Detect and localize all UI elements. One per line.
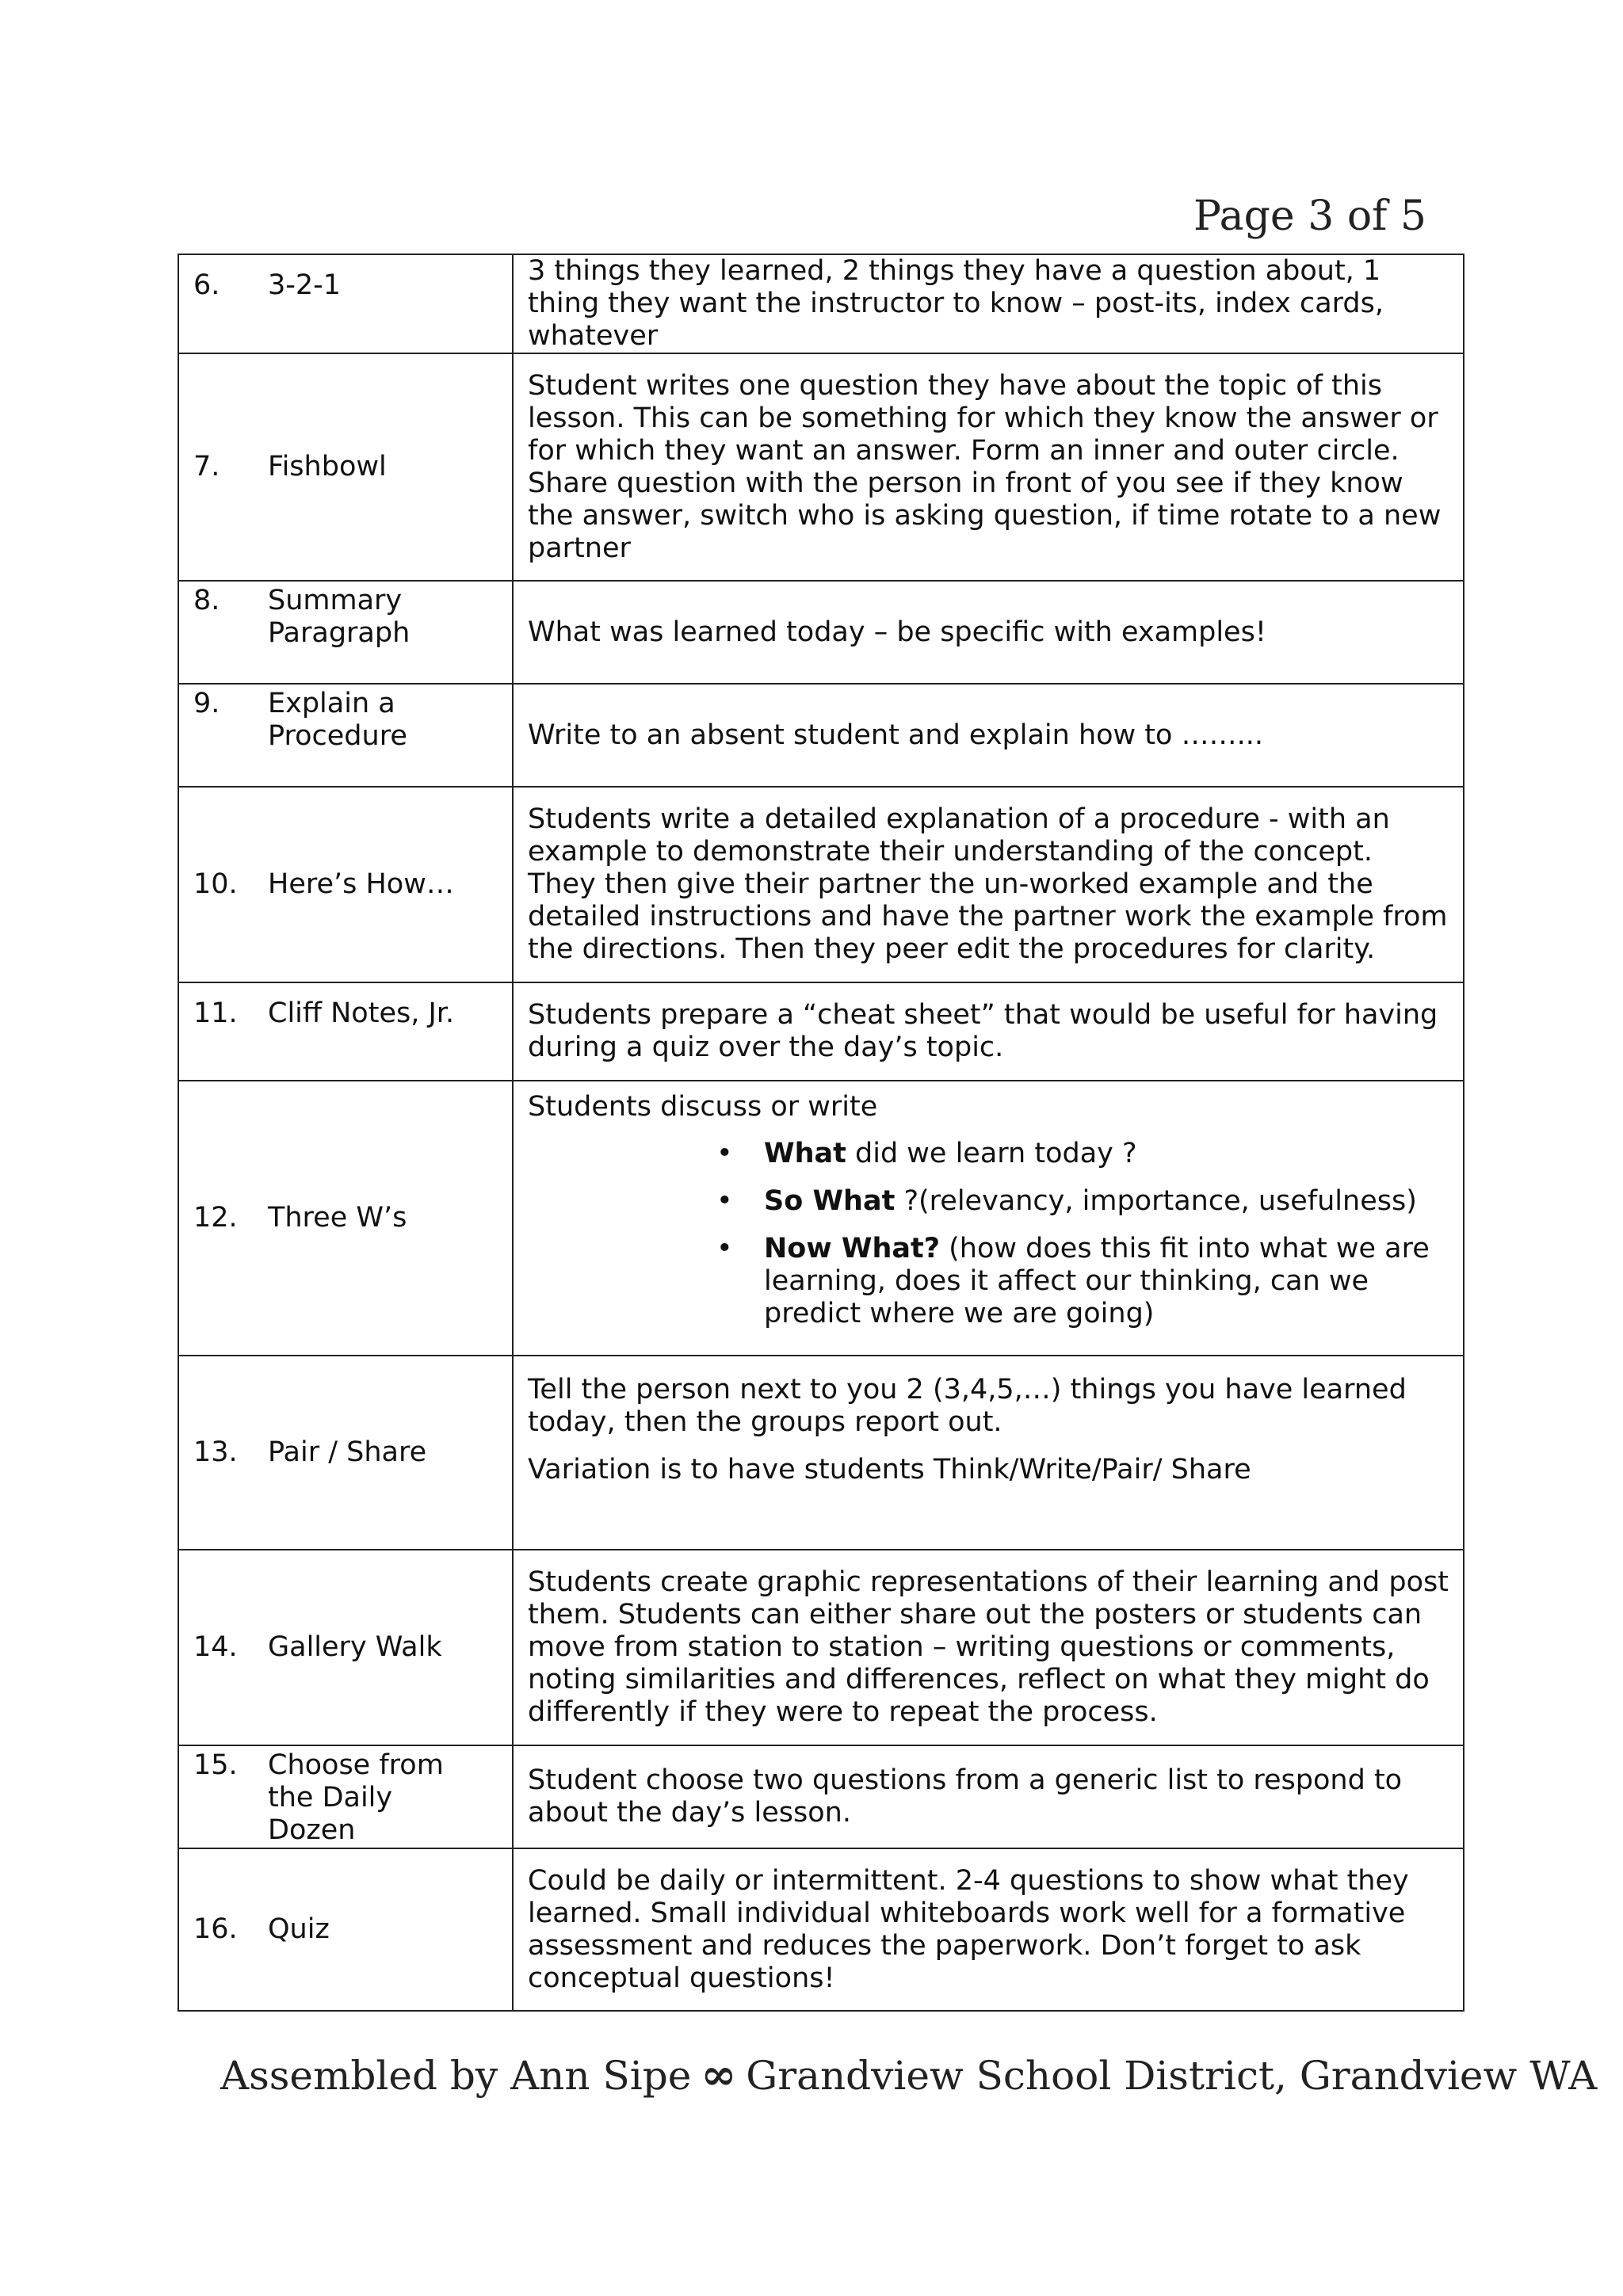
bullet-bold: So What (764, 1185, 896, 1217)
table-row (178, 1745, 1464, 1848)
item-description: Write to an absent student and explain how to ……... (513, 684, 1464, 787)
footer (220, 2049, 1597, 2100)
pair-share-variation: Variation is to have students Think/Write/Pair/ Share (528, 1454, 1251, 1486)
three-ws-list (528, 1138, 1449, 1330)
item-name: Choose from the Daily Dozen (268, 1749, 444, 1846)
list-item (716, 1185, 1449, 1218)
item-number: 11. (193, 997, 238, 1029)
table-row (178, 1356, 1464, 1550)
item-number: 6. (193, 269, 220, 301)
item-name: Here’s How… (268, 868, 454, 900)
strategies-table (178, 254, 1465, 2012)
table-row (178, 982, 1464, 1081)
footer-district: Grandview School District, Grandview WA (746, 2053, 1598, 2099)
item-cell (178, 1550, 513, 1745)
item-cell (178, 787, 513, 982)
infinity-icon: ∞ (701, 2049, 737, 2100)
item-description: What was learned today – be specific with examples! (513, 581, 1464, 684)
item-name: Gallery Walk (268, 1631, 442, 1663)
item-description: Student choose two questions from a generic list to respond to about the day’s lesson. (513, 1745, 1464, 1848)
item-cell (178, 254, 513, 353)
bullet-text: ?(relevancy, importance, usefulness) (895, 1185, 1417, 1217)
table-row (178, 684, 1464, 787)
item-number: 14. (193, 1631, 238, 1663)
table-row (178, 353, 1464, 581)
pair-share-text: Tell the person next to you 2 (3,4,5,…) things you have learned today, then the groups report out. (528, 1374, 1407, 1438)
item-name: Three W’s (268, 1202, 407, 1234)
item-cell (178, 684, 513, 787)
list-item (716, 1138, 1449, 1170)
item-number: 7. (193, 451, 220, 482)
item-number: 15. (193, 1749, 238, 1781)
item-cell (178, 1081, 513, 1356)
table-row (178, 1081, 1464, 1356)
item-description (513, 1081, 1464, 1356)
item-name: Fishbowl (268, 451, 387, 482)
item-description: Students write a detailed explanation of a procedure - with an example to demonstrate their understanding of the concept. They then give their partner the un-worked example and the detailed instructions and have the partner work the example from the directions. Then they peer edit the procedures for clarity. (513, 787, 1464, 982)
item-number: 9. (193, 688, 220, 719)
table-row (178, 787, 1464, 982)
item-number: 12. (193, 1202, 238, 1234)
three-ws-intro: Students discuss or write (528, 1091, 878, 1123)
item-cell (178, 1848, 513, 2011)
item-cell (178, 353, 513, 581)
footer-author: Assembled by Ann Sipe (220, 2053, 692, 2099)
item-description: Student writes one question they have about the topic of this lesson. This can be something for which they know the answer or for which they want an answer. Form an inner and outer circle. Share question with the person in front of you see if they know the answer, switch who is asking question, if time rotate to a new partner (513, 353, 1464, 581)
page-number: Page 3 of 5 (1193, 193, 1426, 240)
item-description: Students create graphic representations of their learning and post them. Students can either share out the posters or students can move from station to station – writing questions or comments, noting similarities and differences, reflect on what they might do differently if they were to repeat the process. (513, 1550, 1464, 1745)
list-item (716, 1233, 1449, 1330)
table-row (178, 1848, 1464, 2011)
item-name: Quiz (268, 1913, 330, 1945)
item-name: Cliff Notes, Jr. (268, 997, 455, 1029)
bullet-bold: Now What? (764, 1233, 941, 1264)
table-row (178, 254, 1464, 353)
bullet-bold: What (764, 1138, 846, 1169)
item-description: 3 things they learned, 2 things they have a question about, 1 thing they want the instructor to know – post-its, index cards, whatever (513, 254, 1464, 353)
bullet-text: did we learn today ? (846, 1138, 1137, 1169)
item-name: Pair / Share (268, 1436, 427, 1468)
item-name: Summary Paragraph (268, 585, 411, 649)
item-name: Explain a Procedure (268, 688, 407, 752)
item-number: 16. (193, 1913, 238, 1945)
item-number: 13. (193, 1436, 238, 1468)
item-cell (178, 1745, 513, 1848)
item-cell (178, 581, 513, 684)
table-row (178, 1550, 1464, 1745)
item-description (513, 1356, 1464, 1550)
bullet-text: (how does this fit into what we are learning, does it affect our thinking, can we predict where we are going) (764, 1233, 1430, 1329)
item-cell (178, 1356, 513, 1550)
item-name: 3-2-1 (268, 269, 342, 301)
item-description: Could be daily or intermittent. 2-4 questions to show what they learned. Small individual whiteboards work well for a formative assessment and reduces the paperwork. Don’t forget to ask conceptual questions! (513, 1848, 1464, 2011)
item-description: Students prepare a “cheat sheet” that would be useful for having during a quiz over the day’s topic. (513, 982, 1464, 1081)
item-cell (178, 982, 513, 1081)
item-number: 8. (193, 585, 220, 616)
item-number: 10. (193, 868, 238, 900)
table-row (178, 581, 1464, 684)
